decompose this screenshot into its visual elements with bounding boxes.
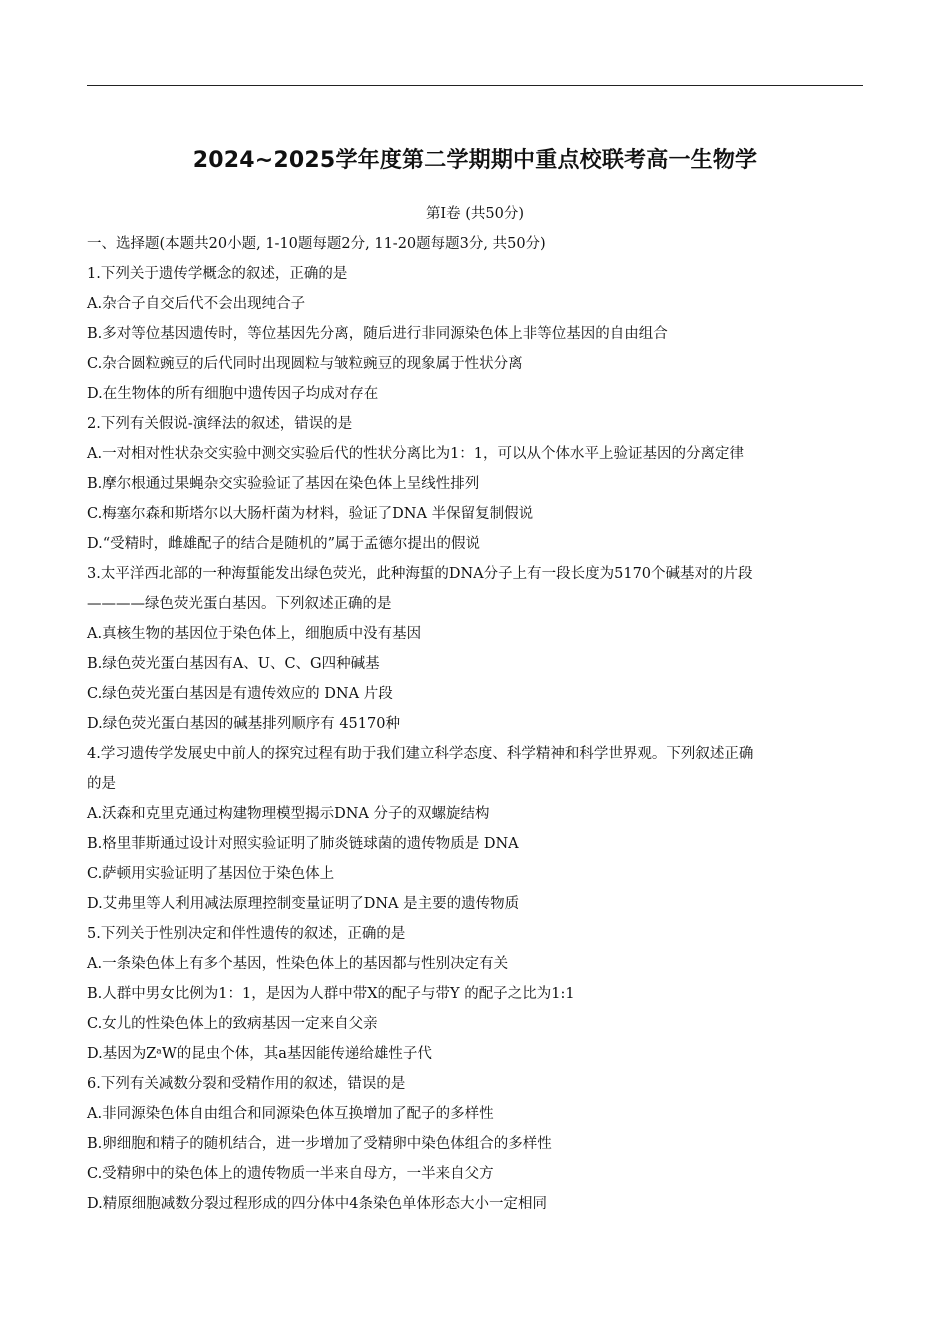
- text-line: 1.下列关于遗传学概念的叙述，正确的是: [87, 266, 348, 282]
- text-line: C.受精卵中的染色体上的遗传物质一半来自母方，一半来自父方: [87, 1166, 494, 1182]
- text-line: A.一条染色体上有多个基因，性染色体上的基因都与性别决定有关: [87, 956, 509, 972]
- text-line: B.卵细胞和精子的随机结合，进一步增加了受精卵中染色体组合的多样性: [87, 1136, 552, 1152]
- text-line: D.“受精时，雌雄配子的结合是随机的”属于孟德尔提出的假说: [87, 536, 481, 552]
- text-line: A.真核生物的基因位于染色体上，细胞质中没有基因: [87, 626, 422, 642]
- question-text-body: [87, 229, 877, 1219]
- text-line: B.人群中男女比例为1：1，是因为人群中带X的配子与带Y 的配子之比为1:1: [87, 986, 575, 1002]
- text-line: B.绿色荧光蛋白基因有A、U、C、G四种碱基: [87, 656, 380, 672]
- text-line: 5.下列关于性别决定和伴性遗传的叙述，正确的是: [87, 926, 406, 942]
- text-line: C.梅塞尔森和斯塔尔以大肠杆菌为材料，验证了DNA 半保留复制假说: [87, 506, 534, 522]
- text-line: B.格里菲斯通过设计对照实验证明了肺炎链球菌的遗传物质是 DNA: [87, 836, 519, 852]
- text-line: B.摩尔根通过果蝇杂交实验验证了基因在染色体上呈线性排列: [87, 476, 480, 492]
- text-line: 一、选择题(本题共20小题, 1-10题每题2分, 11-20题每题3分, 共50分): [87, 236, 546, 252]
- text-line: C.绿色荧光蛋白基因是有遗传效应的 DNA 片段: [87, 686, 393, 702]
- text-line: D.在生物体的所有细胞中遗传因子均成对存在: [87, 386, 379, 402]
- text-line: C.萨顿用实验证明了基因位于染色体上: [87, 866, 335, 882]
- text-line: 的是: [87, 776, 116, 792]
- section-heading: 第Ⅰ卷 (共50分): [425, 206, 525, 222]
- text-line: C.杂合圆粒豌豆的后代同时出现圆粒与皱粒豌豆的现象属于性状分离: [87, 356, 523, 372]
- text-line: 4.学习遗传学发展史中前人的探究过程有助于我们建立科学态度、科学精神和科学世界观。下列叙述正确: [87, 746, 754, 762]
- text-line: A.非同源染色体自由组合和同源染色体互换增加了配子的多样性: [87, 1106, 494, 1122]
- text-line: 3.太平洋西北部的一种海蜇能发出绿色荧光，此种海蜇的DNA分子上有一段长度为5170个碱基对的片段: [87, 566, 753, 582]
- text-line: ————绿色荧光蛋白基因。下列叙述正确的是: [87, 596, 392, 612]
- text-line: D.基因为ZᵃW的昆虫个体，其a基因能传递给雄性子代: [87, 1046, 432, 1062]
- text-line: A.杂合子自交后代不会出现纯合子: [87, 296, 306, 312]
- text-line: A.一对相对性状杂交实验中测交实验后代的性状分离比为1：1，可以从个体水平上验证基因的分离定律: [87, 446, 745, 462]
- header-rule: [87, 85, 863, 86]
- text-line: A.沃森和克里克通过构建物理模型揭示DNA 分子的双螺旋结构: [87, 806, 490, 822]
- text-line: 2.下列有关假说-演绎法的叙述，错误的是: [87, 416, 353, 432]
- exam-title: 2024~2025学年度第二学期期中重点校联考高一生物学: [192, 148, 758, 173]
- text-line: C.女儿的性染色体上的致病基因一定来自父亲: [87, 1016, 378, 1032]
- text-line: B.多对等位基因遗传时，等位基因先分离，随后进行非同源染色体上非等位基因的自由组合: [87, 326, 668, 342]
- text-line: D.精原细胞减数分裂过程形成的四分体中4条染色单体形态大小一定相同: [87, 1196, 547, 1212]
- text-line: D.绿色荧光蛋白基因的碱基排列顺序有 45170种: [87, 716, 400, 732]
- text-line: 6.下列有关减数分裂和受精作用的叙述，错误的是: [87, 1076, 406, 1092]
- text-line: D.艾弗里等人利用减法原理控制变量证明了DNA 是主要的遗传物质: [87, 896, 520, 912]
